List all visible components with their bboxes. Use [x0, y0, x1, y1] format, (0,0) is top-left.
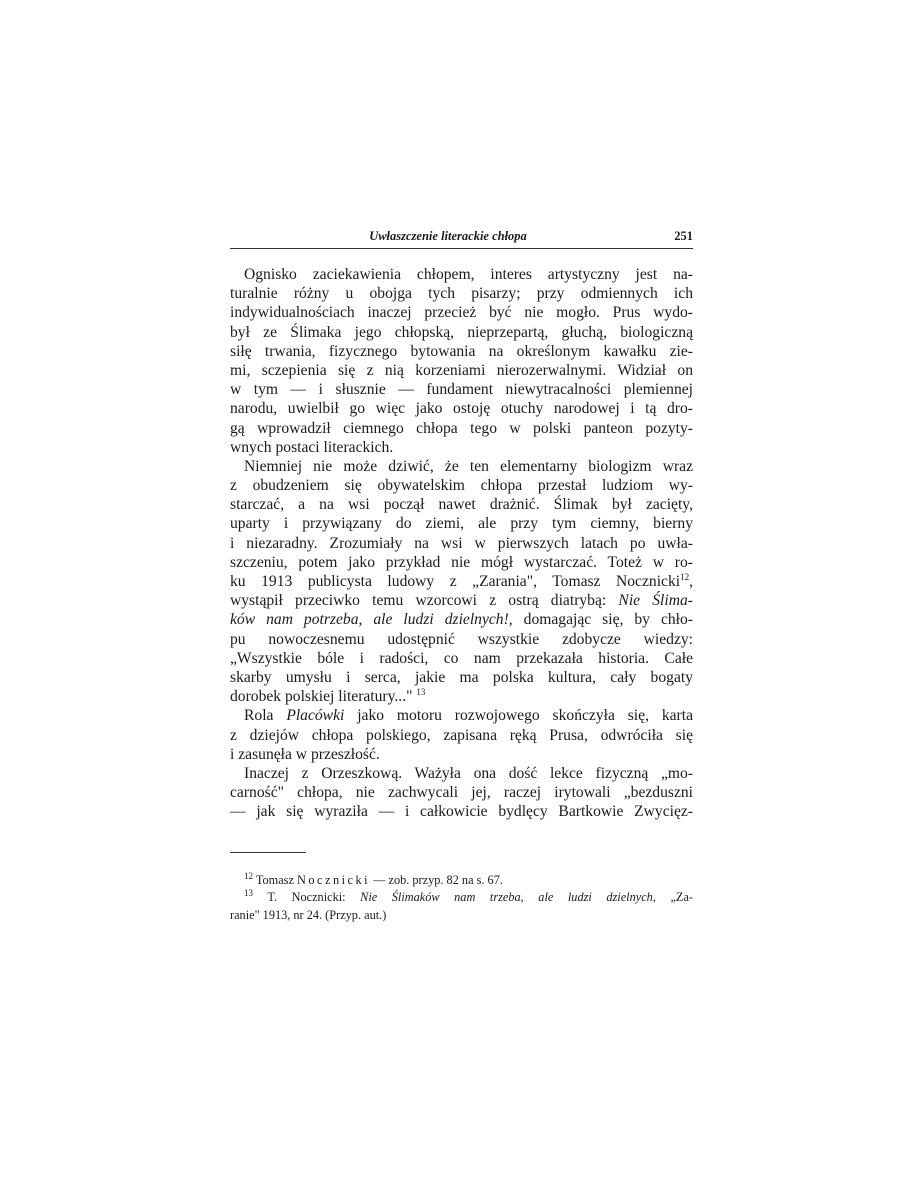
line-text: wystąpił przeciwko temu wzorcowi z ostrą diatrybą:	[230, 592, 607, 610]
text-line: Ognisko zaciekawienia chłopem, interes artystyczny jest na-	[244, 266, 693, 283]
text-line: carność" chłopa, nie zachwycali jej, raczej irytowali „bezduszni	[230, 784, 693, 802]
running-head	[230, 228, 693, 249]
text-line	[230, 610, 693, 629]
footnote-text: — zob. przyp. 82 na s. 67.	[370, 873, 503, 887]
footnote-ref: 12	[680, 571, 690, 582]
footnote-text: T. Nocznicki:	[267, 890, 361, 905]
text-line: uparty i przywiązany do ziemi, ale przy tym ciemny, bierny	[230, 515, 693, 533]
footnote-continuation: ranie" 1913, nr 24. (Przyp. aut.)	[230, 907, 387, 922]
body-text	[230, 265, 693, 821]
italic-quote: ków nam potrzeba, ale ludzi dzielnych!,	[230, 611, 513, 629]
text-line: był ze Ślimaka jego chłopską, nieprzepartą, głuchą, biologiczną	[230, 323, 693, 341]
running-title: Uwłaszczenie literackie chłopa	[369, 229, 527, 243]
footnote	[230, 872, 693, 889]
footnote-text: , „Za-	[652, 890, 693, 905]
text-line: mi, sczepienia się z nią korzeniami nierozerwalnymi. Widział on	[230, 361, 693, 379]
text-line: z obudzeniem się obywatelskim chłopa przestał ludziom wy-	[230, 477, 693, 495]
text-line: — jak się wyraziła — i całkowicie bydlęcy Bartkowie Zwycięz-	[230, 803, 693, 821]
text-line: ku 1913 publicysta ludowy z „Zarania", Tomasz Nocznicki$^{12}$,	[230, 571, 693, 590]
line-text: jako motoru rozwojowego skończyła się, karta	[344, 707, 693, 725]
text-line: Inaczej z Orzeszkową. Ważyła ona dość lekce fizyczną „mo-	[244, 764, 693, 782]
footnote-author: Nocznicki	[297, 873, 371, 887]
text-line: siłę trwania, fizycznego bytowania na określonym kawałku zie-	[230, 342, 693, 360]
text-line: narodu, uwielbił go więc jako ostoję otuchy narodowej i tą dro-	[230, 400, 693, 418]
text-line: starczać, a na wsi począł nawet drażnić. Ślimak był zacięty,	[230, 496, 693, 514]
text-line	[230, 706, 693, 725]
footnote-title: Nie Ślimaków nam trzeba, ale ludzi dzielnych	[360, 890, 653, 905]
text-line	[230, 591, 693, 610]
text-line: „Wszystkie bóle i radości, co nam przekazała historia. Całe	[230, 649, 693, 667]
footnote-ref: 13	[416, 686, 426, 697]
footnote-text: Tomasz	[255, 873, 298, 887]
line-text: Rola	[244, 707, 274, 725]
text-line: z dziejów chłopa polskiego, zapisana ręką Prusa, odwróciła się	[230, 726, 693, 744]
footnote-number: 12	[244, 870, 253, 881]
text-line: indywidualnościach inaczej przecież być nie mogło. Prus wydo-	[230, 304, 693, 322]
text-line: w tym — i słusznie — fundament niewytracalności plemiennej	[230, 381, 693, 399]
text-line: i zasunęła w przeszłość.	[230, 745, 380, 763]
line-text: domagając się, by chło-	[512, 611, 693, 629]
footnote-number: 13	[244, 888, 253, 899]
page-number: 251	[674, 229, 693, 243]
line-text: ku 1913 publicysta ludowy z „Zarania", Tomasz Nocznicki	[230, 573, 681, 590]
text-line: gą wprowadził ciemnego chłopa tego w polski panteon pozyty-	[230, 419, 693, 437]
footnotes	[230, 872, 693, 924]
text-line: szczeniu, potem jako przykład nie mógł wystarczać. Toteż w ro-	[230, 553, 693, 571]
text-line: i niezaradny. Zrozumiały na wsi w pierwszych latach po uwła-	[230, 534, 693, 552]
text-line: pu nowoczesnemu udostępnić wszystkie zdobycze wiedzy:	[230, 630, 693, 648]
text-line	[230, 687, 693, 706]
line-text: dorobek polskiej literatury..."	[230, 688, 413, 706]
footnote	[230, 889, 693, 906]
italic-quote: Nie Ślima-	[618, 592, 693, 610]
text-line: skarby umysłu i serca, jakie ma polska kultura, cały bogaty	[230, 668, 693, 686]
text-line: Niemniej nie może dziwić, że ten elementarny biologizm wraz	[244, 457, 693, 475]
footnote-divider	[230, 852, 306, 853]
text-line: turalnie różny u obojga tych pisarzy; przy odmiennych ich	[230, 285, 693, 303]
text-line: wnych postaci literackich.	[230, 438, 394, 456]
italic-title: Placówki	[286, 707, 345, 725]
